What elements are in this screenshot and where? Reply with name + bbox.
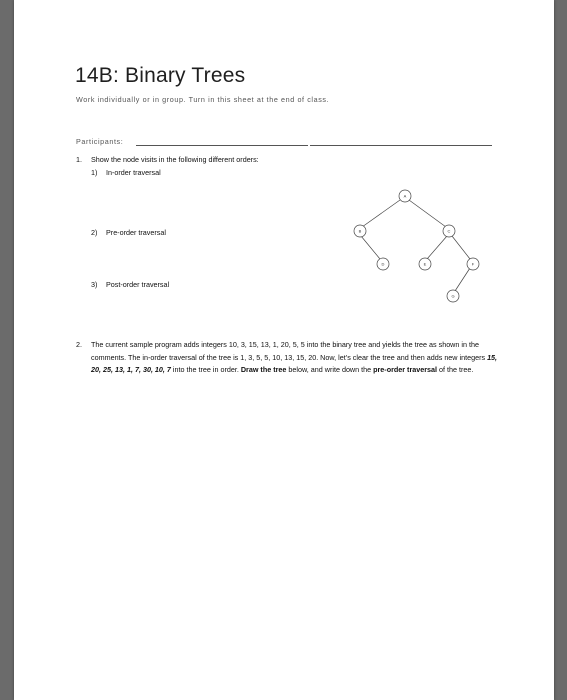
preorder-emphasis: pre-order traversal — [373, 365, 438, 375]
tree-edge — [409, 200, 446, 227]
tree-edge — [362, 200, 400, 227]
tree-node-label: F — [471, 261, 475, 267]
tree-edge — [361, 236, 380, 259]
question-1-text: Show the node visits in the following different orders: — [91, 155, 259, 164]
tree-node-label: C — [447, 228, 451, 234]
tree-node-label: G — [451, 293, 455, 299]
page-title: 14B: Binary Trees — [75, 64, 246, 87]
tree-edge — [427, 236, 447, 259]
participants-label: Participants: — [76, 137, 124, 146]
insert-sequence: 15, 20, 25, 13, 1, 7, 30, 10, 7 — [91, 352, 498, 375]
subitem-label: In-order traversal — [106, 168, 161, 177]
subitem-number: 3) — [91, 280, 98, 289]
draw-the-tree-emphasis: Draw the tree — [240, 365, 287, 375]
tree-node-label: B — [358, 228, 362, 234]
subitem-label: Pre-order traversal — [106, 228, 166, 237]
tree-node-label: E — [423, 261, 427, 267]
tree-node-label: D — [381, 261, 385, 267]
tree-edge — [452, 236, 470, 259]
tree-edge — [455, 268, 470, 291]
tree-node-label: A — [403, 193, 407, 199]
question-2-number: 2. — [76, 340, 82, 349]
question-2-text-part: The current sample program adds integers 10, 3, 15, 13, 1, 20, 5, 5 into the binary tree and yields the tree as shown in the comments. The in-order traversal of the tree is 1, 3, 5, 5, 10, 13, 15, 20. Now, let’s clear the tree and then adds new integers — [91, 340, 488, 362]
page-subtitle: Work individually or in group. Turn in this sheet at the end of class. — [76, 95, 330, 104]
question-2-text-part: below, and write down the — [286, 365, 374, 375]
subitem-number: 1) — [91, 168, 98, 177]
question-2-text-part: into the tree in order. — [170, 365, 241, 375]
subitem-number: 2) — [91, 228, 98, 237]
question-1-number: 1. — [76, 155, 82, 164]
document-page — [14, 0, 554, 700]
subitem-label: Post-order traversal — [106, 280, 170, 289]
question-2-text-part: of the tree. — [437, 365, 474, 375]
question-2-text — [91, 339, 501, 377]
